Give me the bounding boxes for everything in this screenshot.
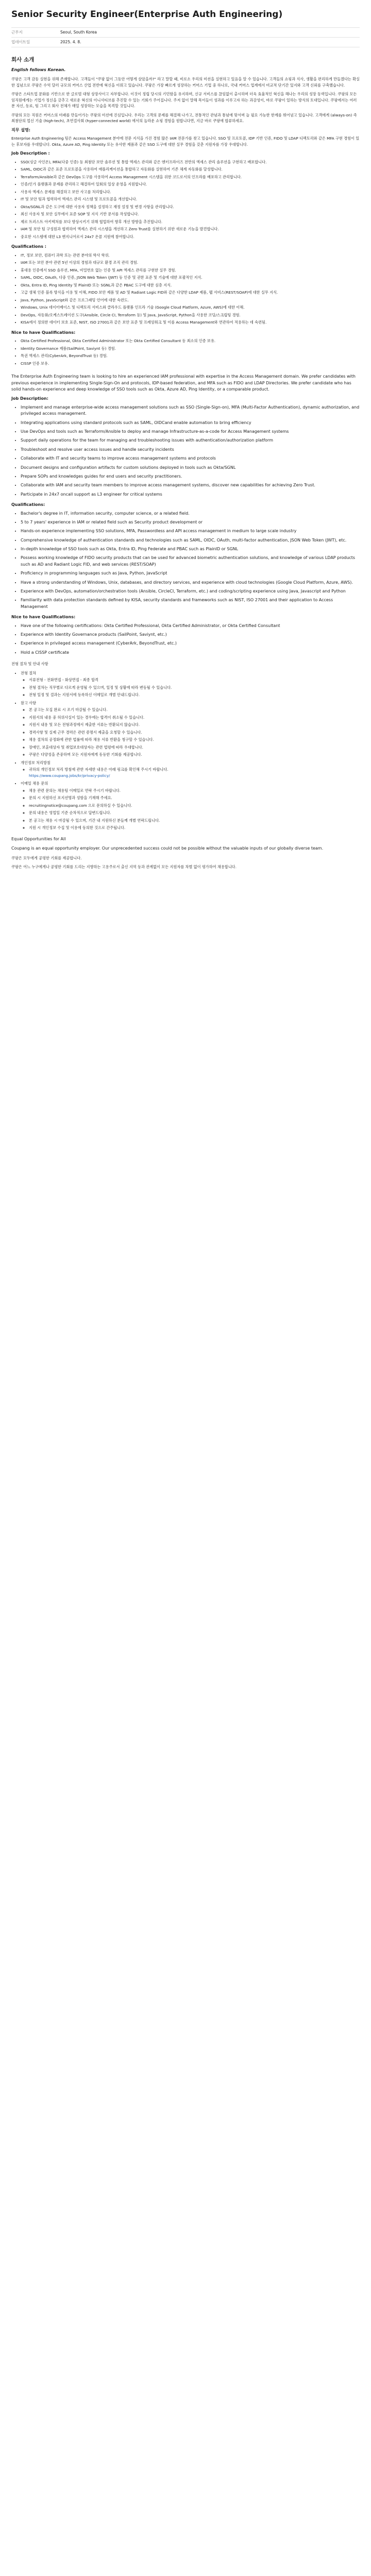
list-item: • Okta Certified Professional, Okta Certified Administrator 또는 Okta Certified Consultant 등 최소의 인증 보유. [21, 338, 360, 344]
meta-value: Seoul, South Korea [60, 30, 97, 35]
en-job-desc-heading: Job Description: [11, 396, 48, 401]
list-item: • SAML, OIDC과 같은 표준 프로토콜을 사용하여 애플리케이션을 통합하고 자동화를 실현하여 기존 체계 자동화를 달성합니다. [21, 166, 360, 173]
role-description-en: The Enterprise Auth Engineering team is looking to hire an experienced IAM professional with expertise in the Access Management domain. We prefer candidates with previous experience in implementing Single-Sign-On and protocols, IDP-based federation, and MFA such as FIDO and LDAP Directories. We prefer candidate who has solid hands-on experience and deep knowledge of SSO tools such as Okta, Azure AD, Ping Identity, or a comparable product. [11, 374, 356, 392]
list-item: • In-depth knowledge of SSO tools such as Okta, Entra ID, Ping Federate and PBAC such as PlainID or SGNL [21, 546, 360, 552]
process-privacy-item [21, 760, 360, 779]
list-item: • SAML, OIDC, OAuth, 다중 인증, JSON Web Token (JWT) 등 인증 및 권한 표준 및 기술에 대한 포괄적인 지식. [21, 275, 360, 281]
list-item: ◦ recruitingnotice@coupang.com 으로 문의하실 수 있습니다. [29, 803, 360, 809]
list-item: • KISA에서 정의한 데이터 보호 표준, NIST, ISO 27001과 같은 보안 표준 및 프레임워크 및 이를 Access Management와 연관하여 적용하는 데 숙련됨. [21, 319, 360, 326]
list-item: ◦ 서류전형 - 전화면접 - 화상면접 - 최종 합격 [29, 677, 360, 683]
list-item: • 중요한 시스템에 대한 L3 엔지니어로서 24x7 온콜 지원에 참여합니다. [21, 234, 360, 240]
list-item: • Document designs and configuration artifacts for custom solutions deployed in tools such as Okta/SGNL [21, 465, 360, 471]
job-posting [0, 0, 371, 889]
intro-paragraph: 쿠팡은 고객 감동 실현을 위해 존재합니다. 고객들이 "쿠팡 없이 그동안 어떻게 살았을까?" 라고 말할 때, 비로소 우리의 미션을 실현하고 있음을 알 수 있습니다. 고객들의 쇼핑과 식사, 생활을 편리하게 만들겠다는 확실한 집념으로 쿠팡은 수억 달러 규모의 커머스 산업 전반에 혁신을 이뤄고 있습니다. 쿠팡은 가장 빠르게 성장하는 커머스 기업 중 하나로, 국내 커머스 업계에서 비교적 단기간 있지와 고객 신뢰를 구축했습니다. [11, 77, 360, 88]
page-title: Senior Security Engineer(Enterprise Auth Engineering) [11, 9, 283, 20]
meta-key: 근무지 [11, 30, 23, 35]
eo-text: Coupang is an equal opportunity employer. Our unprecedented success could not be possible without the valuable inputs of our globally diverse team. [11, 846, 324, 851]
privacy-note: 귀하의 개인정보 처리 방침에 관한 자세한 내용은 아래 링크를 확인해 주시기 바랍니다. [29, 767, 168, 772]
list-item: • Okta/SGNL과 같은 도구에 대한 사용자 정책을 설정하고 재정 설정 및 변경 사항을 관리합니다. [21, 204, 360, 210]
en-nice-list [11, 623, 360, 656]
list-item: ◦ 채용 관련 문의는 채용팀 이메일로 연락 주시기 바랍니다. [29, 788, 360, 794]
list-item: ◦ 문의 시 지원하신 포지션명과 성함을 기재해 주세요. [29, 795, 360, 801]
company-heading: 회사 소개 [11, 56, 35, 63]
process-privacy-sublist [21, 767, 360, 778]
process-ref-item [21, 700, 360, 758]
process-privacy-label: 개인정보 처리방침 [21, 760, 50, 765]
list-item: • Hands-on experience implementing SSO solutions, MFA, Passwordless and API access management in medium to large scale industry [21, 528, 360, 534]
list-item: • IAM 및 보안 팀 구성원과 협력하여 엑세스 관리 시스템을 개선하고 Zero Trust를 실현하기 위한 새로운 기능을 발견합니다. [21, 226, 360, 232]
process-ref-label: 참고 사항 [21, 700, 37, 705]
list-item: ◦ 장애인, 보훈대상자 및 취업보호대상자는 관련 법령에 따라 우대합니다. [29, 744, 360, 751]
list-item: • Identity Governance 제품(SailPoint, Saviynt 등) 경험. [21, 346, 360, 352]
list-item: • IAM 또는 보안 분야 관련 5년 이상의 경험과 대규모 환경 조직 관리 경험. [21, 260, 360, 266]
list-item: ◦ 문의 내용은 영업일 기준 순차적으로 답변드립니다. [29, 810, 360, 816]
list-item: • IT, 정보 보안, 컴퓨터 과학 또는 관련 분야의 학사 학위. [21, 252, 360, 259]
list-item: • Hold a CISSP certificate [21, 650, 360, 656]
list-item: • Collaborate with IT and security teams to improve access management systems and protocols [21, 455, 360, 462]
list-item: • Java, Python, JavaScript와 같은 프로그래밍 언어에 대한 숙련도. [21, 297, 360, 303]
ko-qual-list [11, 252, 360, 326]
process-heading: 전형 절차 및 안내 사항 [11, 662, 48, 667]
list-item: • Have a strong understanding of Windows, Unix, databases, and directory services, and experience with cloud technologies (Google Cloud Platform, Azure, AWS). [21, 580, 360, 586]
meta-key: 업데이트일 [11, 39, 30, 44]
process-recruit-item [21, 781, 360, 831]
list-item: • Okta, Entra ID, Ping Identity 및 PlainID 또는 SGNL과 같은 PBAC 도구에 대한 심층 지식. [21, 282, 360, 289]
process-recruit-sublist [21, 788, 360, 831]
ko-nice-heading: Nice to have Qualifications: [11, 330, 76, 335]
list-item: • Use DevOps and tools such as Terraform/Ansible to deploy and manage Infrastructure-as-a-code for Access Management systems [21, 429, 360, 435]
privacy-policy-link[interactable]: https://www.coupang.jobs/kr/privacy-policy/ [29, 773, 110, 778]
list-item: ◦ 본 공고는 모집 완료 시 조기 마감될 수 있습니다. [29, 707, 360, 713]
list-item: ◦ 전형 절차는 직무별로 다르게 운영될 수 있으며, 일정 및 상황에 따라 변동될 수 있습니다. [29, 685, 360, 691]
list-item: • 특권 엑세스 관리(CyberArk, BeyondTrust 등) 경험. [21, 353, 360, 359]
tagline: English follows Korean. [11, 67, 66, 72]
list-item: • Windows, Unix 데이터베이스 및 디렉토리 서비스와 클라우드 플랫폼 인프라 기술 (Google Cloud Platform, Azure, AWS)에 대한 이해. [21, 304, 360, 311]
process-steps-item [21, 670, 360, 698]
list-item: • Have one of the following certifications: Okta Certified Professional, Okta Certified Administrator, or Okta Certified Consultant [21, 623, 360, 629]
list-item [29, 767, 360, 778]
list-item: ◦ 지원서 내용 및 모든 전형과정에서 제출한 서류는 반환되지 않습니다. [29, 722, 360, 728]
list-item: ◦ 전형 일정 및 결과는 지원서에 등록하신 이메일로 개별 안내드립니다. [29, 692, 360, 698]
process-steps-sublist [21, 677, 360, 698]
list-item: ◦ 지원서의 내용 중 허위사실이 있는 경우에는 합격이 취소될 수 있습니다. [29, 715, 360, 721]
list-item: • Troubleshoot and resolve user access issues and handle security incidents [21, 447, 360, 453]
en-qual-list [11, 511, 360, 611]
list-item: • Implement and manage enterprise-wide access management solutions such as SSO (Single-Sign-on), MFA (Multi-Factor Authentication), dynamic authorization, and privileged access management. [21, 404, 360, 417]
ko-qual-heading: Qualifications : [11, 244, 46, 249]
list-item: • 제로 트러스트 아키텍처를 보다 향상시키기 위해 협업하여 향후 개선 방향을 추진합니다. [21, 219, 360, 225]
list-item: • Experience with Identity Governance products (SailPoint, Saviynt, etc.) [21, 632, 360, 638]
list-item: • 최신 사용자 및 보안 실무에서 표준 SOP 및 지식 기반 문서를 작성합니다. [21, 211, 360, 217]
list-item: • 휴대용 인증에서 SSO 솔루션, MFA, 비밀번호 없는 인증 및 API 엑세스 관리를 구현한 실무 경험. [21, 267, 360, 274]
list-item: • Experience in privileged access management (CyberArk, BeyondTrust, etc.) [21, 640, 360, 647]
role-description-ko: Enterprise Auth Engineering 팀은 Access Management 분야에 전문 지식을 가진 경험 많은 IAM 전문가를 찾고 있습니다. SSO 및 프로토콜, IDP 기반 인증, FIDO 및 LDAP 디렉토리와 같은 MFA 구현 경험이 있는 후보자를 우대합니다. Okta, Azure AD, Ping Identity 또는 유사한 제품과 같은 SSO 도구에 대한 실무 경험을 갖춘 지원자를 가장 우대합니다. [11, 136, 360, 147]
list-item: • DevOps, 자동화/오케스트레이션 도구(Ansible, Circle CI, Terraform 등) 및 Java, JavaScript, Python을 사용한 코딩/스크립팅 경험. [21, 312, 360, 318]
list-item: • Proficiency in programming languages such as Java, Python, JavaScript [21, 570, 360, 577]
process-recruit-label: 이메일 채용 문의 [21, 781, 48, 786]
list-item: • Experience with DevOps, automation/orchestration tools (Ansible, CircleCI, Terraform, etc.) and coding/scripting experience using Java, Javascript and Python [21, 588, 360, 595]
eo-heading: Equal Opportunities for All [11, 837, 66, 841]
list-item: • Bachelor's degree in IT, information security, computer science, or a related field. [21, 511, 360, 517]
ko-nice-list [11, 338, 360, 366]
meta-row-updated [11, 38, 360, 47]
list-item: • 사용자 엑세스 문제를 해결하고 보안 사고를 처리합니다. [21, 189, 360, 195]
eo-ko: 쿠팡은 모두에게 공평한 기회를 제공합니다. [11, 855, 82, 860]
list-item: • Familiarity with data protection standards defined by KISA, security standards and frameworks such as NIST, ISO 27001 and their application to Access Management [21, 597, 360, 610]
list-item: • Possess working knowledge of FIDO security products that can be used for advanced biometric authentication solutions, and knowledge of various LDAP products such as AD and Radiant Logic FID, and web services (REST/SOAP) [21, 555, 360, 568]
list-item: ◦ 채용 절차의 공정화에 관한 법률에 따라 채용 서류 반환을 청구할 수 있습니다. [29, 737, 360, 743]
list-item: • IT 및 보안 팀과 협력하여 엑세스 관리 시스템 및 프로토콜을 개선합니다. [21, 196, 360, 202]
role-heading: 직무 설명: [11, 127, 30, 132]
en-job-desc-list [11, 404, 360, 498]
list-item: ◦ 쿠팡은 다양성을 존중하며 모든 지원자에게 동등한 기회를 제공합니다. [29, 752, 360, 758]
list-item: • Prepare SOPs and knowledges guides for end users and security practitioners. [21, 473, 360, 480]
en-qual-heading: Qualifications: [11, 502, 45, 507]
list-item: • 인증/인가 플랫폼과 문제를 관리하고 해결하여 일회의 일상 운영을 지원합니다. [21, 181, 360, 188]
intro-paragraph: 쿠팡의 모든 직원은 커머스의 미래를 만들어가는 쿠팡의 미션에 진심입니다. 우리는 고객의 문제를 해결해 나가고, 전통적인 관념과 통념에 맞서며 늘 필요 가능한 한계를 뛰어넘고 있습니다. 고객에게 (always-on) 즉 최첨단의 업신 기술 (high-tech), 초연결사회 (hyper-connected world) 에서의 놀라운 쇼핑 경험을 원합니다면, 지금 바로 쿠팡에 합류하세요. [11, 112, 357, 124]
process-steps-label: 전형 절차 [21, 670, 37, 675]
list-item: ◦ 경력사항 및 실제 근무 경력은 관련 증명서 제출을 요청할 수 있습니다. [29, 730, 360, 736]
list-item: ◦ 본 공고는 채용 시 마감될 수 있으며, 기간 내 지원하신 분들께 개별 연락드립니다. [29, 818, 360, 824]
list-item: • Participate in 24x7 oncall support as L3 engineer for critical systems [21, 492, 360, 498]
list-item: • SSO(싱글 사인온), MFA(다중 인증) 등 최첨단 보안 솔루션 및 통합 엑세스 관리와 같은 엔터프라이즈 전반의 엑세스 관리 솔루션을 구현하고 배포합니다. [21, 159, 360, 165]
list-item: • CISSP 인증 보유. [21, 361, 360, 367]
meta-row-location [11, 28, 360, 38]
eo-ko-detail: 쿠팡은 어느 누구에게나 공평한 기회를 드리는 지향하는 고용주로서 출신 지역 등과 관계없이 모든 지원자를 차별 없이 평가하여 채용합니다. [11, 865, 237, 870]
list-item: • 고급 생체 인증 블록 방식을 이용 및 이해, FIDO 보안 제품 및 AD 및 Radiant Logic FID와 같은 다양한 LDAP 제품, 웹 서비스(REST/SOAP)에 대한 실무 지식. [21, 290, 360, 296]
list-item: • Support daily operations for the team for managing and troubleshooting issues with authentication/authorization platform [21, 437, 360, 444]
list-item: • Terraform/Ansible과 같은 DevOps 도구를 사용하여 Access Management 시스템을 위한 코드로서의 인프라를 배포하고 관리합니다. [21, 174, 360, 180]
ko-job-desc-list [11, 159, 360, 240]
list-item: ◦ 지원 시 개인정보 수집 및 이용에 동의한 것으로 간주됩니다. [29, 825, 360, 831]
meta-table [11, 27, 360, 47]
intro-paragraph: 쿠팡은 스타트업 문화를 기반으로 한 글로벌 대형 상장사이고 자부합니다. 이것이 정립 당시의 기민함을 유지하며, 신규 서비스를 끊임없이 출시하며 더욱 효율적인 혁신을 해나는 우리의 성장 동력입니다. 쿠팡의 모든 임직원에게는 기업가 정신을 갖추고 새로운 혁신의 이니셔티브를 추진할 수 있는 기회가 주어집니다. 주저 없이 말해 목이들이 성과를 이루고자 하는 과감성이, 바로 쿠팡이 일하는 방식의 토대입니다. 쿠팡에서는 여러분 자신, 동료, 팀 그리고 회사 전체가 매일 성장하는 모습을 목격할 것입니다. [11, 92, 357, 109]
list-item: • Integrating applications using standard protocols such as SAML, OIDCand enable automation to bring efficiency [21, 420, 360, 426]
en-nice-heading: Nice to have Qualifications: [11, 615, 76, 620]
ko-job-desc-heading: Job Description : [11, 151, 50, 156]
process-list [11, 670, 360, 831]
list-item: • Collaborate with IAM and security team members to improve access management systems, discover new capabilities for achieving Zero Trust. [21, 482, 360, 488]
list-item: • Comprehensive knowledge of authentication standards and technologies such as SAML, OIDC, OAuth, multi-factor authentication, JSON Web Token (JWT), etc. [21, 537, 360, 544]
meta-value: 2025. 4. 8. [60, 39, 81, 44]
process-ref-sublist [21, 707, 360, 758]
list-item: • 5 to 7 years' experience in IAM or related field such as Security product development or [21, 519, 360, 526]
